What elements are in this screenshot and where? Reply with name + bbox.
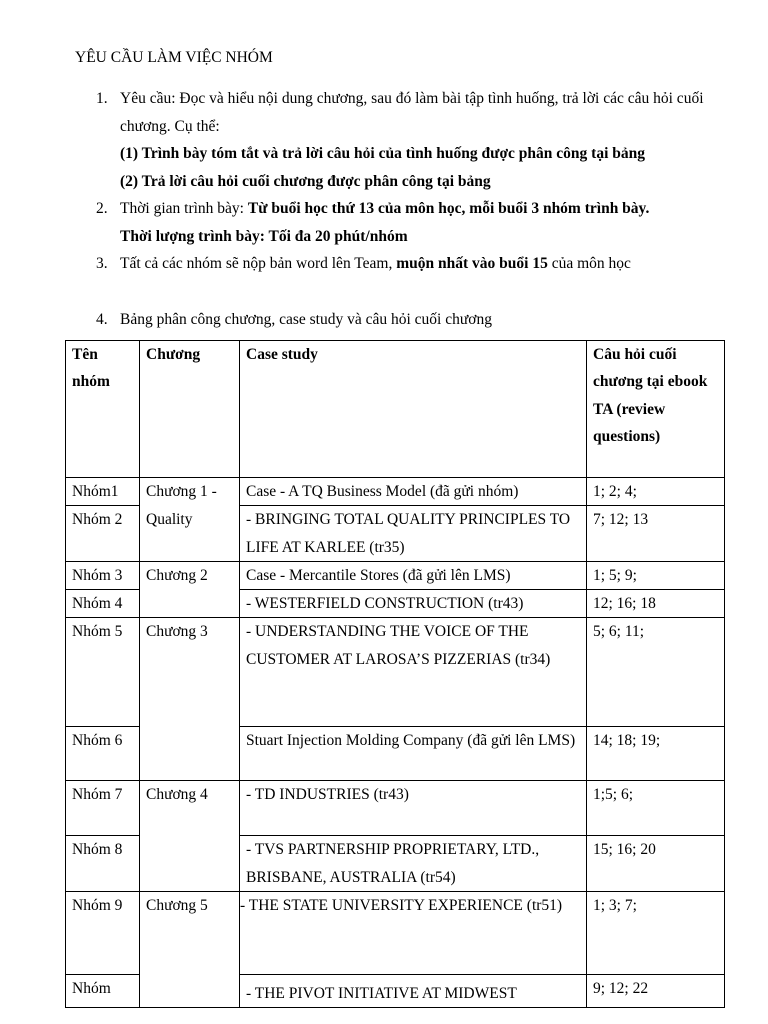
cell-chapter: Chương 3 <box>140 618 240 727</box>
cell-group: Nhóm1 <box>66 478 140 506</box>
header-group: Tên nhóm <box>66 341 140 478</box>
cell-group: Nhóm 5 <box>66 618 140 727</box>
cell-case: - UNDERSTANDING THE VOICE OF THE CUSTOMER AT LAROSA’S PIZZERIAS (tr34) <box>240 618 587 727</box>
cell-case: - WESTERFIELD CONSTRUCTION (tr43) <box>240 590 587 618</box>
cell-group: Nhóm 9 <box>66 892 140 975</box>
cell-chapter <box>140 836 240 892</box>
cell-group: Nhóm 3 <box>66 561 140 589</box>
cell-questions: 1; 3; 7; <box>587 892 725 975</box>
item-1-sub-2: (2) Trả lời câu hỏi cuối chương được phân công tại bảng <box>120 172 491 190</box>
cell-questions: 1;5; 6; <box>587 781 725 836</box>
header-questions: Câu hỏi cuối chương tại ebook TA (review questions) <box>587 341 725 478</box>
cell-group: Nhóm 6 <box>66 727 140 781</box>
table-row <box>66 478 725 506</box>
cell-questions: 12; 16; 18 <box>587 590 725 618</box>
item-3-text: Tất cả các nhóm sẽ nộp bản word lên Team, muộn nhất vào buổi 15 của môn học <box>120 255 631 272</box>
cell-case: Case - Mercantile Stores (đã gửi lên LMS) <box>240 561 587 589</box>
list-item-3 <box>96 250 726 278</box>
item-1-sub-1: (1) Trình bày tóm tắt và trả lời câu hỏi của tình huống được phân công tại bảng <box>120 145 645 162</box>
list-item-1 <box>96 85 726 195</box>
cell-case: Case - A TQ Business Model (đã gửi nhóm) <box>240 478 587 506</box>
cell-group: Nhóm 4 <box>66 590 140 618</box>
list-number: 3. <box>96 255 108 272</box>
item-1-text: Yêu cầu: Đọc và hiểu nội dung chương, sau đó làm bài tập tình huống, trả lời các câu hỏi cuối chương. Cụ thể: <box>120 90 704 135</box>
cell-questions: 14; 18; 19; <box>587 727 725 781</box>
header-case-study: Case study <box>240 341 587 478</box>
table-row <box>66 590 725 618</box>
table-header-row <box>66 341 725 478</box>
item-2-line-2: Thời lượng trình bày: Tối đa 20 phút/nhóm <box>120 227 408 245</box>
table-row <box>66 836 725 892</box>
item-2-line-1: Thời gian trình bày: Từ buổi học thứ 13 của môn học, mỗi buổi 3 nhóm trình bày. <box>120 200 650 217</box>
cell-chapter: Chương 2 <box>140 561 240 589</box>
cell-chapter <box>140 975 240 1008</box>
list-number: 4. <box>96 310 108 328</box>
cell-case: - THE PIVOT INITIATIVE AT MIDWEST <box>240 975 587 1008</box>
item-4-text: Bảng phân công chương, case study và câu hỏi cuối chương <box>120 310 492 328</box>
cell-group: Nhóm 7 <box>66 781 140 836</box>
requirements-list <box>96 85 726 333</box>
cell-chapter: Chương 5 <box>140 892 240 975</box>
list-item-2 <box>96 195 726 250</box>
cell-questions: 5; 6; 11; <box>587 618 725 727</box>
table-row <box>66 727 725 781</box>
cell-chapter <box>140 727 240 781</box>
table-row <box>66 975 725 1008</box>
cell-case: - TD INDUSTRIES (tr43) <box>240 781 587 836</box>
list-number: 2. <box>96 200 108 217</box>
list-item-4 <box>96 306 726 334</box>
cell-chapter: Quality <box>140 506 240 562</box>
table-row <box>66 618 725 727</box>
cell-questions: 15; 16; 20 <box>587 836 725 892</box>
table-row <box>66 781 725 836</box>
document-title: YÊU CẦU LÀM VIỆC NHÓM <box>75 49 273 66</box>
table-row <box>66 892 725 975</box>
cell-questions: 9; 12; 22 <box>587 975 725 1008</box>
list-number: 1. <box>96 90 108 107</box>
table-row <box>66 561 725 589</box>
assignment-table <box>65 340 725 1008</box>
cell-chapter: Chương 4 <box>140 781 240 836</box>
table-row <box>66 506 725 562</box>
cell-questions: 1; 5; 9; <box>587 561 725 589</box>
cell-group: Nhóm 8 <box>66 836 140 892</box>
cell-questions: 1; 2; 4; <box>587 478 725 506</box>
cell-case: - TVS PARTNERSHIP PROPRIETARY, LTD., BRISBANE, AUSTRALIA (tr54) <box>240 836 587 892</box>
cell-chapter: Chương 1 - <box>140 478 240 506</box>
cell-case: - THE STATE UNIVERSITY EXPERIENCE (tr51) <box>240 892 587 975</box>
cell-case: - BRINGING TOTAL QUALITY PRINCIPLES TO LIFE AT KARLEE (tr35) <box>240 506 587 562</box>
cell-chapter <box>140 590 240 618</box>
cell-group: Nhóm <box>66 975 140 1008</box>
cell-case: Stuart Injection Molding Company (đã gửi lên LMS) <box>240 727 587 781</box>
header-chapter: Chương <box>140 341 240 478</box>
cell-questions: 7; 12; 13 <box>587 506 725 562</box>
cell-group: Nhóm 2 <box>66 506 140 562</box>
